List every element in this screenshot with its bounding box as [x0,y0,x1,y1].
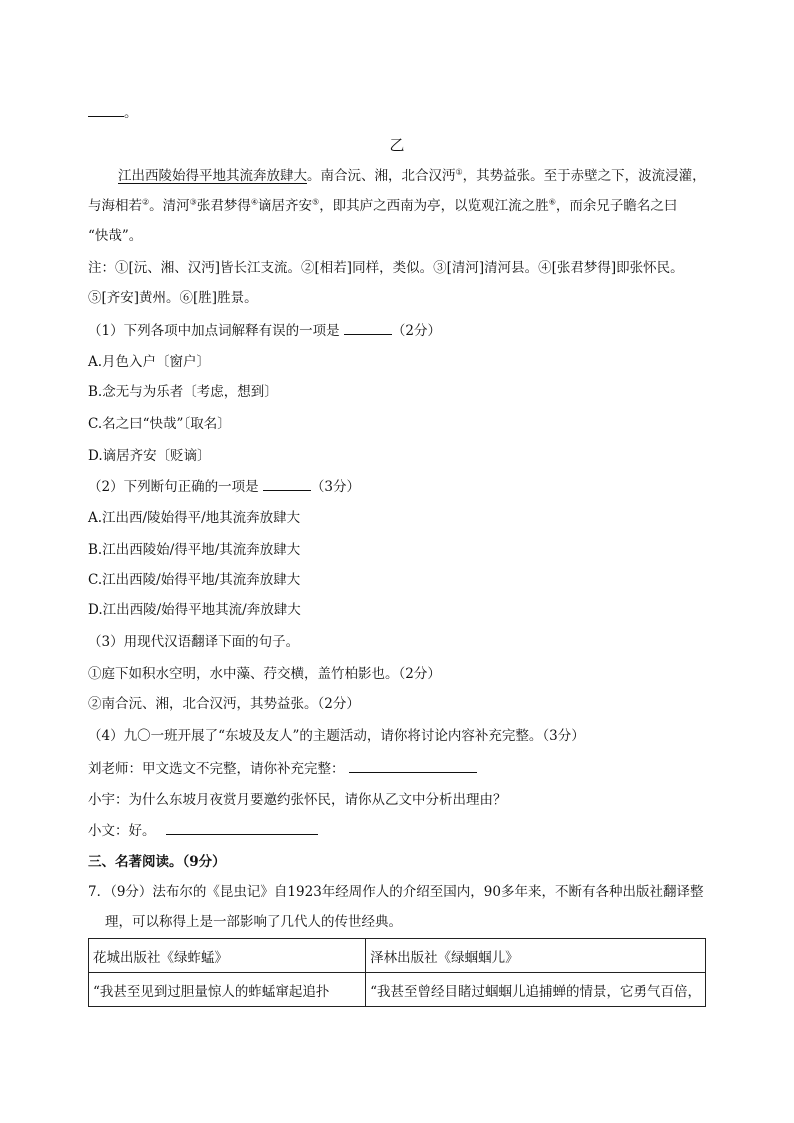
passage-line-1: 江出西陵始得平地其流奔放肆大。南合沅、湘，北合汉沔①，其势益张。至于赤壁之下，波流浸灌， [118,167,706,184]
q3-sentence-1: ①庭下如积水空明，水中藻、荇交横，盖竹柏影也。（2分） [88,666,441,682]
top-fragment: 。 [88,102,138,123]
translation-comparison-table [88,938,706,1007]
q4-xiaowen-line: 小文：好。 [88,820,318,841]
table-header-row [89,939,706,973]
passage-line-3: “快哉”。 [88,228,143,244]
q4-stem: （4）九〇一班开展了“东坡及友人”的主题活动，请你将讨论内容补充完整。（3分） [88,728,585,744]
q1-option-a: A.月色入户〔窗户〕 [88,354,211,370]
underlined-sentence: 江出西陵始得平地其流奔放肆大 [118,168,307,184]
table-cell: “我甚至见到过胆量惊人的蚱蜢窜起追扑 [89,973,366,1007]
q7-line-1: 7．（9分）法布尔的《昆虫记》自1923年经周作人的介绍至国内，90多年来，不断有各种出版社翻译整 [88,884,704,900]
notes-line-1: 注：①[沅、湘、汉沔]皆长江支流。②[相若]同样，类似。③[清河]清河县。④[张君梦得]即张怀民。 [88,260,684,276]
passage-line-2: 与海相若②。清河③张君梦得④谪居齐安⑤，即其庐之西南为亭，以览观江流之胜⑥，而余兄子瞻名之曰 [88,197,678,214]
table-cell: “我甚至曾经目睹过蝈蝈儿追捕蝉的情景，它勇气百倍， [366,973,706,1007]
q1-option-d: D.谪居齐安〔贬谪〕 [88,448,211,464]
q4-xiaoyu-line: 小宇：为什么东坡月夜赏月要邀约张怀民，请你从乙文中分析出理由？ [88,792,507,808]
q2-option-d: D.江出西陵/始得平地其流/奔放肆大 [88,602,301,618]
notes-line-2: ⑤[齐安]黄州。⑥[胜]胜景。 [88,290,258,306]
q2-stem: （2）下列断句正确的一项是 （3分） [88,476,360,497]
q1-answer-blank[interactable] [344,320,392,335]
table-header-cell: 泽林出版社《绿蝈蝈儿》 [366,939,706,973]
q1-stem: （1）下列各项中加点词解释有误的一项是 （2分） [88,320,441,341]
answer-blank [88,102,124,117]
q2-option-a: A.江出西/陵始得平/地其流奔放肆大 [88,510,301,526]
q2-answer-blank[interactable] [263,476,311,491]
q7-line-2: 理，可以称得上是一部影响了几代人的传世经典。 [105,914,402,930]
passage-heading: 乙 [389,136,405,154]
q3-stem: （3）用现代汉语翻译下面的句子。 [88,634,300,650]
table-header-cell: 花城出版社《绿蚱蜢》 [89,939,366,973]
q4-xiaowen-blank[interactable] [166,820,318,835]
q4-teacher-line: 刘老师：甲文选文不完整，请你补充完整： [88,758,477,779]
table-row [89,973,706,1007]
q1-option-c: C.名之曰“快哉”〔取名〕 [88,416,231,432]
q4-teacher-blank[interactable] [349,758,477,773]
q2-option-c: C.江出西陵/始得平地/其流奔放肆大 [88,572,301,588]
q1-option-b: B.念无与为乐者〔考虑，想到〕 [88,384,278,400]
section-3-title: 三、名著阅读。（9分） [88,854,226,870]
q2-option-b: B.江出西陵始/得平地/其流奔放肆大 [88,542,301,558]
q3-sentence-2: ②南合沅、湘，北合汉沔，其势益张。（2分） [88,696,360,712]
